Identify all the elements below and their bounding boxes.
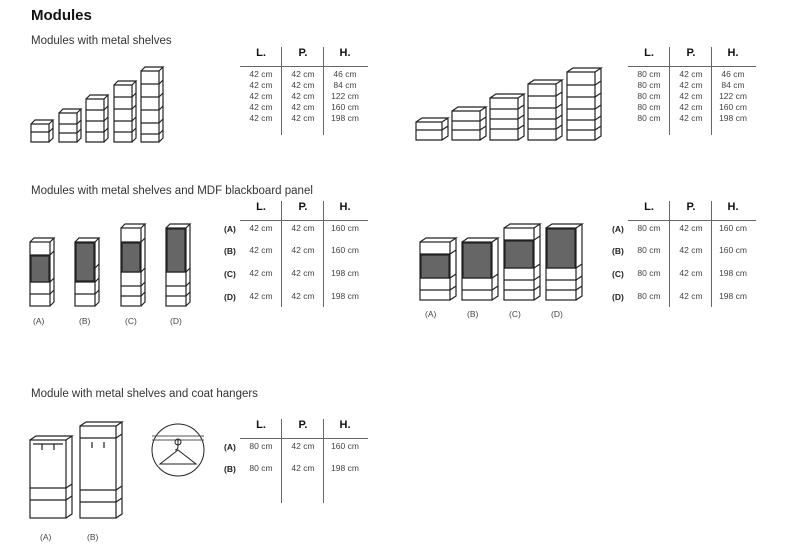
coat-hanger-modules-illustration — [28, 420, 218, 524]
caption-c: (C) — [125, 316, 137, 326]
module-46cm-illustration — [31, 120, 53, 142]
cell: 80 cm — [637, 245, 661, 255]
cell: 42 cm — [249, 102, 273, 112]
wide-blackboard-module-c — [504, 224, 540, 300]
cell: 160 cm — [719, 245, 747, 255]
module-160cm-illustration — [114, 81, 136, 142]
header-height: H. — [727, 201, 739, 213]
cell: 198 cm — [719, 291, 747, 301]
header-divider — [628, 220, 756, 221]
cell: 42 cm — [679, 102, 703, 112]
page-title: Modules — [31, 7, 92, 24]
caption-wide-d: (D) — [551, 309, 563, 319]
caption-wide-b: (B) — [467, 309, 479, 319]
cell: 42 cm — [249, 80, 273, 90]
wide-blackboard-module-a — [420, 238, 456, 300]
header-length: L. — [644, 47, 654, 59]
header-height: H. — [727, 47, 739, 59]
coat-hanger-module-a — [30, 436, 72, 518]
dimensions-table-wide-shelves — [628, 47, 756, 135]
wide-blackboard-modules-illustration — [416, 220, 584, 308]
header-divider — [240, 438, 368, 439]
row-label: (B) — [612, 246, 624, 256]
row-label: (D) — [224, 292, 236, 302]
header-length: L. — [256, 419, 266, 431]
cell: 198 cm — [331, 268, 359, 278]
cell: 42 cm — [679, 291, 703, 301]
cell: 80 cm — [637, 69, 661, 79]
cell: 160 cm — [331, 102, 359, 112]
cell: 42 cm — [249, 268, 273, 278]
caption-a: (A) — [33, 316, 45, 326]
cell: 42 cm — [249, 113, 273, 123]
cell: 42 cm — [291, 291, 315, 301]
cell: 42 cm — [291, 245, 315, 255]
dimensions-table-coat-hangers — [224, 419, 368, 503]
cell: 42 cm — [679, 268, 703, 278]
cell: 160 cm — [331, 245, 359, 255]
wide-shelf-modules-illustration — [412, 66, 602, 146]
cell: 122 cm — [719, 91, 747, 101]
cell: 198 cm — [331, 113, 359, 123]
cell: 42 cm — [679, 69, 703, 79]
header-length: L. — [256, 201, 266, 213]
cell: 42 cm — [291, 463, 315, 473]
header-depth: P. — [298, 201, 308, 213]
cell: 42 cm — [679, 91, 703, 101]
cell: 42 cm — [291, 80, 315, 90]
cell: 198 cm — [719, 113, 747, 123]
cell: 80 cm — [637, 223, 661, 233]
header-depth: P. — [298, 419, 308, 431]
row-label: (A) — [224, 224, 236, 234]
header-height: H. — [339, 201, 351, 213]
cell: 198 cm — [719, 268, 747, 278]
cell: 42 cm — [291, 102, 315, 112]
cell: 42 cm — [249, 223, 273, 233]
column-divider — [323, 419, 324, 503]
cell: 160 cm — [331, 223, 359, 233]
caption-wide-a: (A) — [425, 309, 437, 319]
caption-coat-a: (A) — [40, 532, 52, 542]
row-label: (B) — [224, 464, 236, 474]
cell: 42 cm — [291, 69, 315, 79]
dimensions-table-wide-blackboard — [612, 201, 756, 307]
cell: 42 cm — [679, 113, 703, 123]
cell: 46 cm — [333, 69, 357, 79]
cell: 80 cm — [249, 463, 273, 473]
cell: 42 cm — [291, 268, 315, 278]
cell: 160 cm — [719, 223, 747, 233]
cell: 42 cm — [249, 91, 273, 101]
caption-wide-c: (C) — [509, 309, 521, 319]
row-label: (C) — [612, 269, 624, 279]
cell: 80 cm — [637, 113, 661, 123]
header-divider — [240, 66, 368, 67]
section-title-metal-shelves: Modules with metal shelves — [31, 35, 172, 47]
header-height: H. — [339, 419, 351, 431]
cell: 42 cm — [249, 291, 273, 301]
cell: 198 cm — [331, 463, 359, 473]
blackboard-module-a — [30, 238, 54, 306]
cell: 80 cm — [637, 91, 661, 101]
cell: 42 cm — [291, 223, 315, 233]
dimensions-table-narrow-blackboard — [224, 201, 368, 307]
cell: 42 cm — [679, 245, 703, 255]
cell: 46 cm — [721, 69, 745, 79]
cell: 84 cm — [333, 80, 357, 90]
module-84cm-illustration — [59, 109, 81, 142]
row-label: (C) — [224, 269, 236, 279]
header-length: L. — [644, 201, 654, 213]
cell: 84 cm — [721, 80, 745, 90]
cell: 160 cm — [331, 441, 359, 451]
cell: 42 cm — [291, 441, 315, 451]
coat-hanger-module-b — [80, 422, 122, 518]
row-label: (A) — [224, 442, 236, 452]
cell: 80 cm — [637, 268, 661, 278]
row-label: (B) — [224, 246, 236, 256]
cell: 80 cm — [637, 291, 661, 301]
cell: 42 cm — [249, 69, 273, 79]
cell: 198 cm — [331, 291, 359, 301]
cell: 42 cm — [291, 113, 315, 123]
cell: 42 cm — [679, 80, 703, 90]
header-depth: P. — [686, 201, 696, 213]
blackboard-module-b — [75, 238, 99, 306]
blackboard-module-c — [121, 224, 145, 306]
module-198cm-illustration — [141, 67, 163, 142]
cell: 80 cm — [249, 441, 273, 451]
caption-coat-b: (B) — [87, 532, 99, 542]
module-122cm-illustration — [86, 95, 108, 142]
caption-b: (B) — [79, 316, 91, 326]
dimensions-table-narrow-shelves — [240, 47, 368, 135]
coat-hanger-detail-circle — [152, 424, 204, 476]
section-title-coat-hangers: Module with metal shelves and coat hangers — [31, 388, 258, 400]
cell: 42 cm — [679, 223, 703, 233]
column-divider — [281, 419, 282, 503]
header-divider — [628, 66, 756, 67]
cell: 122 cm — [331, 91, 359, 101]
cell: 80 cm — [637, 102, 661, 112]
narrow-blackboard-modules-illustration — [26, 222, 196, 312]
header-length: L. — [256, 47, 266, 59]
section-title-blackboard-panel: Modules with metal shelves and MDF blackboard panel — [31, 185, 313, 197]
cell: 80 cm — [637, 80, 661, 90]
blackboard-module-d — [166, 224, 190, 306]
narrow-shelf-modules-illustration — [28, 66, 168, 146]
cell: 42 cm — [249, 245, 273, 255]
row-label: (D) — [612, 292, 624, 302]
header-height: H. — [339, 47, 351, 59]
row-label: (A) — [612, 224, 624, 234]
caption-d: (D) — [170, 316, 182, 326]
cell: 160 cm — [719, 102, 747, 112]
header-divider — [240, 220, 368, 221]
header-depth: P. — [298, 47, 308, 59]
wide-blackboard-module-b — [462, 238, 498, 300]
wide-blackboard-module-d — [546, 224, 582, 300]
cell: 42 cm — [291, 91, 315, 101]
header-depth: P. — [686, 47, 696, 59]
